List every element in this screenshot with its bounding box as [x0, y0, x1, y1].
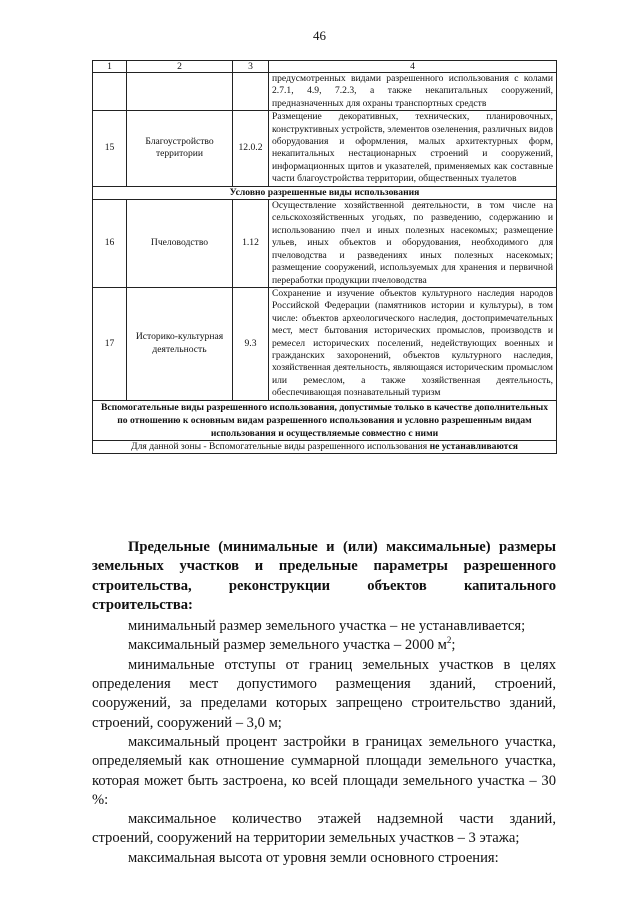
- row-number: 16: [93, 200, 127, 288]
- header-col-2: 2: [127, 61, 233, 73]
- page-number: 46: [313, 28, 326, 43]
- row-description: Осуществление хозяйственной деятельности, в том числе на сельскохозяйственных угодьях, по разведению, содержанию и использованию пчел и иных полезных насекомых; размещение ульев, иных объектов и оборудования, необходимого для пчеловодства и разведениях иных полезных насекомых; размещение сооружений, используемых для хранения и первичной переработки продукции пчеловодства: [269, 200, 557, 288]
- paragraph-floors: максимальное количество этажей надземной части зданий, строений, сооружений на территории земельных участков – 3 этажа;: [92, 811, 556, 847]
- paragraph-min-plot-size: минимальный размер земельного участка – не устанавливается;: [128, 618, 526, 635]
- header-col-3: 3: [233, 61, 269, 73]
- land-use-table: [92, 60, 557, 454]
- table-row: [93, 73, 557, 111]
- row-description: Сохранение и изучение объектов культурного наследия народов Российской Федерации (памятников истории и культуры), в том числе: объектов археологического наследия, достопримечательных мест, мест бытования исторических промыслов, производств и ремесел исторических поселений, недействующих военных и гражданских захоронений, объектов культурного наследия, хозяйственная деятельность, являющаяся историческим промыслом или ремеслом, а также хозяйственная деятельность, обеспечивающая познавательный туризм: [269, 287, 557, 400]
- section-header-row: [93, 400, 557, 440]
- row-use-name: Историко-культурная деятельность: [127, 287, 233, 400]
- header-col-4: 4: [269, 61, 557, 73]
- section-conditional-title: Условно разрешенные виды использования: [93, 186, 557, 199]
- row-use-name: Пчеловодство: [127, 200, 233, 288]
- zone-note-emphasis: не устанавливаются: [429, 440, 518, 452]
- paragraph-build-percent: максимальный процент застройки в границах земельного участка, определяемый как отношение суммарной площади земельного участка, которая может быть застроена, ко всей площади земельного участка – 30 %:: [92, 733, 556, 808]
- max-plot-size-text: максимальный размер земельного участка – 2000 м: [128, 637, 447, 654]
- row-use-name: Благоустройство территории: [127, 111, 233, 186]
- section-auxiliary-title: Вспомогательные виды разрешенного использования, допустимые только в качестве дополнительных по отношению к основным видам разрешенного использования и условно разрешенным видам использования и осуществляемые совместно с ними: [93, 400, 557, 440]
- parameters-heading: Предельные (минимальные и (или) максимальные) размеры земельных участков и предельные параметры разрешенного строительства, реконструкции объектов капитального строительства:: [92, 539, 556, 613]
- paragraph-max-plot-size: [92, 636, 556, 655]
- paragraph-max-height: максимальная высота от уровня земли основного строения:: [128, 849, 499, 866]
- table-header-row: [93, 61, 557, 73]
- row-description: предусмотренных видами разрешенного использования с колами 2.7.1, 4.9, 7.2.3, а также некапитальных сооружений, предназначенных для охраны транспортных средств: [269, 73, 557, 111]
- zone-note-text: Для данной зоны - Вспомогательные виды разрешенного использования: [131, 440, 430, 452]
- max-plot-size-sup: 2: [446, 635, 452, 646]
- header-col-1: 1: [93, 61, 127, 73]
- paragraph-setbacks: минимальные отступы от границ земельных участков в целях определения мест допустимого размещения зданий, строений, сооружений, за пределами которых запрещено строительство зданий, строений, сооружений – 3,0 м;: [92, 656, 556, 731]
- row-number: 15: [93, 111, 127, 186]
- max-plot-size-end: ;: [451, 637, 456, 654]
- table-row: [93, 200, 557, 288]
- body-text: [92, 538, 556, 868]
- row-code: 1.12: [233, 200, 269, 288]
- row-code: 12.0.2: [233, 111, 269, 186]
- table-row: [93, 111, 557, 186]
- zone-note: [93, 440, 557, 453]
- section-header-row: [93, 186, 557, 199]
- row-description: Размещение декоративных, технических, планировочных, конструктивных устройств, элементов озеленения, различных видов оборудования и оформления, малых архитектурных форм, некапитальных нестационарных строений и сооружений, информационных щитов и указателей, применяемых как составные части благоустройства территории, общественных туалетов: [269, 111, 557, 186]
- row-number: 17: [93, 287, 127, 400]
- zone-note-row: [93, 440, 557, 453]
- row-code: 9.3: [233, 287, 269, 400]
- table-row: [93, 287, 557, 400]
